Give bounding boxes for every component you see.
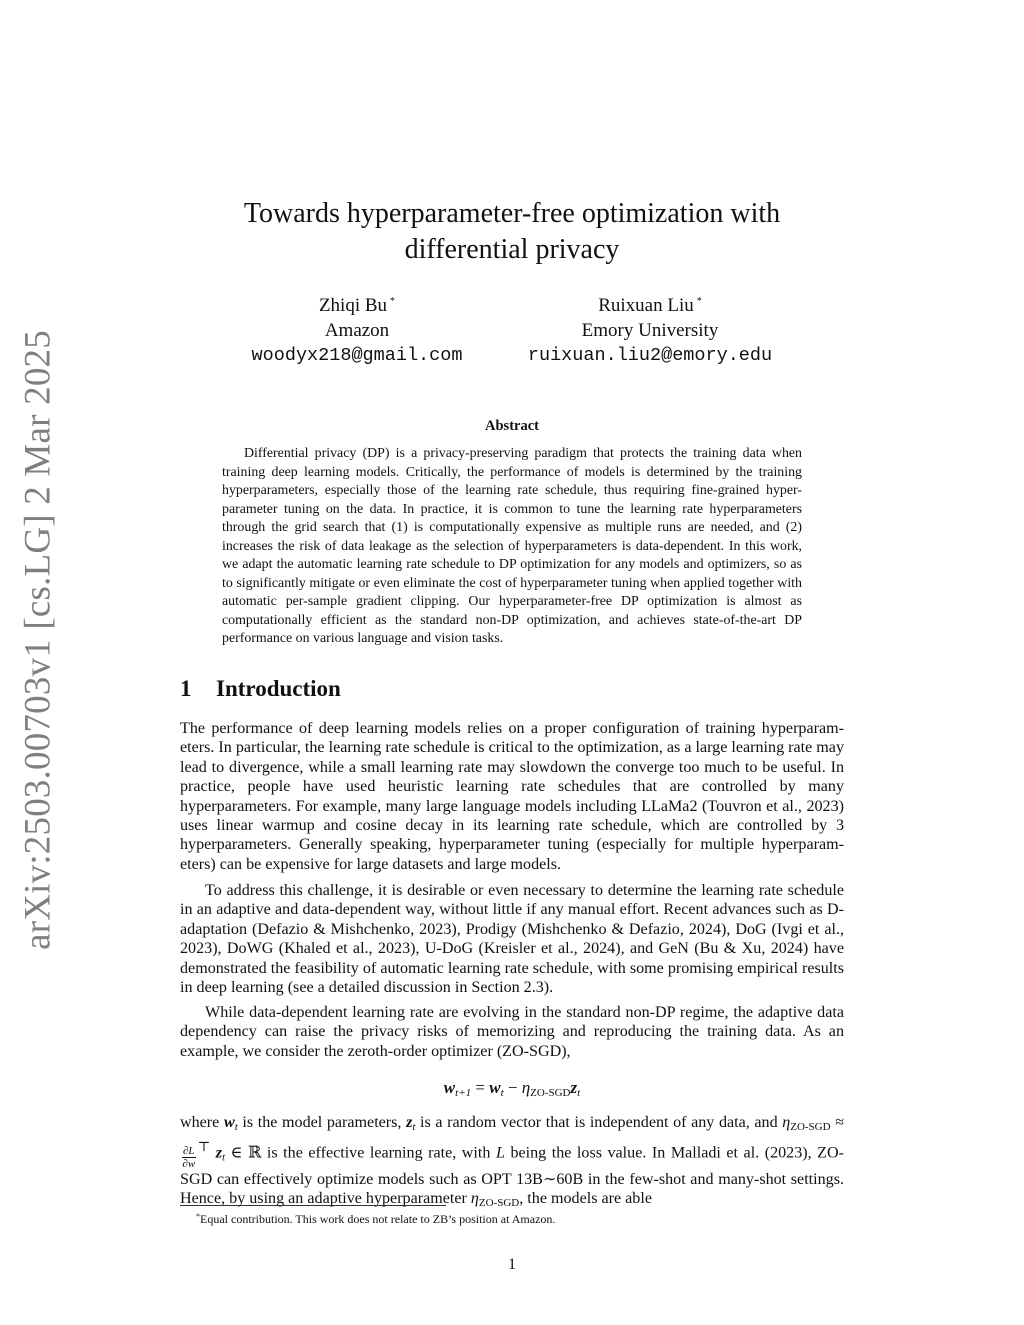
p4-part-d: is the effective learning rate, with bbox=[266, 1144, 491, 1162]
section-number: 1 bbox=[180, 676, 192, 701]
footnote bbox=[196, 1209, 836, 1227]
footnote-text: Equal contribution. This work does not relate to ZB’s position at Amazon. bbox=[200, 1212, 556, 1226]
p4-fraction bbox=[182, 1145, 196, 1170]
title-line-1: Towards hyperparameter-free optimization with bbox=[243, 198, 781, 229]
eq-minus: − bbox=[507, 1078, 518, 1097]
abstract-heading: Abstract bbox=[485, 418, 539, 434]
intro-paragraph-1: The performance of deep learning models relies on a proper configuration of training hyperparam-eters. In particular, the learning rate schedule is critical to the optimization, as a large learning rate may lead to divergence, while a small learning rate may slowdown the converge too much to be useful. In practice, people have used heuristic learning rate schedules that are controlled by many hyperparameters. For example, many large language models including LLaMa2 (Touvron et al., 2023) uses linear warmup and cosine decay in its learning rate schedule, which are controlled by 3 hyperparameters. Generally speaking, hyperparameter tuning (especially for multiple hyperparam-eters) can be expensive for large datasets and large models. bbox=[180, 720, 844, 873]
p4-part-b: is the model parameters, bbox=[242, 1114, 402, 1131]
intro-paragraph-3: While data-dependent learning rate are evolving in the standard non-DP regime, the adaptive data dependency can raise the privacy risks of memorizing and reproducing the training data. As an example, we consider the zeroth-order optimizer (ZO-SGD), bbox=[180, 1004, 844, 1060]
eq-w-rhs: w bbox=[489, 1078, 501, 1097]
p4-z2-sub: t bbox=[221, 1151, 226, 1164]
section-heading bbox=[180, 676, 341, 702]
p4-part-c: is a random vector that is independent of any data, and bbox=[420, 1114, 778, 1131]
page-number: 1 bbox=[508, 1256, 516, 1273]
paper-title bbox=[180, 196, 844, 268]
section-title: Introduction bbox=[216, 676, 341, 701]
p4-z-sub: t bbox=[412, 1121, 416, 1133]
arxiv-watermark: arXiv:2503.00703v1 [cs.LG] 2 Mar 2025 bbox=[17, 330, 59, 950]
eq-eta: η bbox=[521, 1078, 531, 1097]
abstract-text: Differential privacy (DP) is a privacy-preserving paradigm that protects the training data when training deep learning models. Critically, the performance of models is determined by the training hyperparameters, especially those of the learning rate schedule, thus requiring fine-grained hyper-parameter tuning on the data. In practice, it is common to tune the learning rate hyperparameters through the grid search that (1) is computationally expensive as multiple runs are needed, and (2) increases the risk of data leakage as the selection of hyperparameters is data-dependent. In this work, we adapt the automatic learning rate schedule to DP optimization for any models and optimizers, so as to significantly mitigate or even eliminate the cost of hyperparameter tuning when applied together with automatic per-sample gradient clipping. Our hyperparameter-free DP optimization is almost as computationally efficient as the standard non-DP optimization, and achieves state-of-the-art DP performance on various language and vision tasks. bbox=[222, 446, 802, 646]
author-1-name: Zhiqi Bu bbox=[318, 295, 388, 316]
p4-transpose: ⊤ bbox=[197, 1139, 211, 1155]
eq-z: z bbox=[570, 1078, 578, 1097]
author-2-email: ruixuan.liu2@emory.edu bbox=[527, 345, 773, 366]
p4-part-e: being the loss value. In Malladi et al. (2023), ZO-SGD can effectively optimize models such as OPT 13B∼60B in the few-shot and many-shot settings. Hence, by using an adaptive hyperparameter bbox=[180, 1144, 844, 1208]
p4-w: w bbox=[223, 1114, 235, 1131]
p4-eta-sub: ZO-SGD bbox=[790, 1121, 831, 1133]
footnote-divider bbox=[180, 1205, 446, 1206]
author-2-affiliation: Emory University bbox=[581, 320, 719, 341]
p4-L: L bbox=[495, 1144, 505, 1162]
eq-zo-sgd-sub: ZO-SGD bbox=[530, 1087, 571, 1099]
author-2-mark: * bbox=[696, 296, 702, 307]
eq-z-sub-t: t bbox=[577, 1087, 581, 1099]
p4-frac-den: ∂w bbox=[182, 1157, 196, 1170]
eq-sub-t1: t+1 bbox=[455, 1087, 472, 1099]
p4-frac-num: ∂L bbox=[183, 1144, 195, 1157]
p4-part-f: , the models are able bbox=[519, 1190, 652, 1208]
p4-w-sub: t bbox=[234, 1121, 238, 1133]
p4-approx: ≈ bbox=[835, 1114, 845, 1131]
p4-z: z bbox=[406, 1114, 413, 1131]
author-2-name: Ruixuan Liu bbox=[598, 295, 694, 316]
p4-eta2-sub: ZO-SGD bbox=[478, 1197, 520, 1210]
author-1 bbox=[212, 289, 502, 368]
intro-paragraph-4 bbox=[180, 1113, 844, 1214]
p4-eta: η bbox=[782, 1114, 791, 1131]
author-1-affiliation: Amazon bbox=[324, 320, 390, 341]
eq-w-lhs: w bbox=[443, 1078, 456, 1097]
intro-paragraph-2: To address this challenge, it is desirable or even necessary to determine the learning rate schedule in an adaptive and data-dependent way, without little if any manual effort. Recent advances such as D-adaptation (Defazio & Mishchenko, 2023), Prodigy (Mishchenko & Defazio, 2024), DoG (Ivgi et al., 2023), DoWG (Khaled et al., 2023), U-DoG (Kreisler et al., 2024), and GeN (Bu & Xu, 2024) have demonstrated the feasibility of automatic learning rate schedule, with some promising empirical results in deep learning (see a detailed discussion in Section 2.3). bbox=[180, 882, 844, 997]
p4-eta2: η bbox=[470, 1190, 479, 1208]
author-1-email: woodyx218@gmail.com bbox=[251, 345, 463, 366]
footnote-mark: * bbox=[196, 1212, 200, 1221]
p4-in-r: ∈ ℝ bbox=[230, 1144, 262, 1162]
author-2 bbox=[500, 289, 800, 368]
p4-part-a: where bbox=[180, 1114, 220, 1131]
eq-equals: = bbox=[475, 1078, 485, 1097]
eq-sub-t: t bbox=[500, 1087, 504, 1099]
zo-sgd-update-equation bbox=[180, 1078, 844, 1099]
title-line-2: differential privacy bbox=[404, 234, 620, 265]
author-1-mark: * bbox=[390, 296, 396, 307]
p4-z2: z bbox=[215, 1144, 222, 1162]
